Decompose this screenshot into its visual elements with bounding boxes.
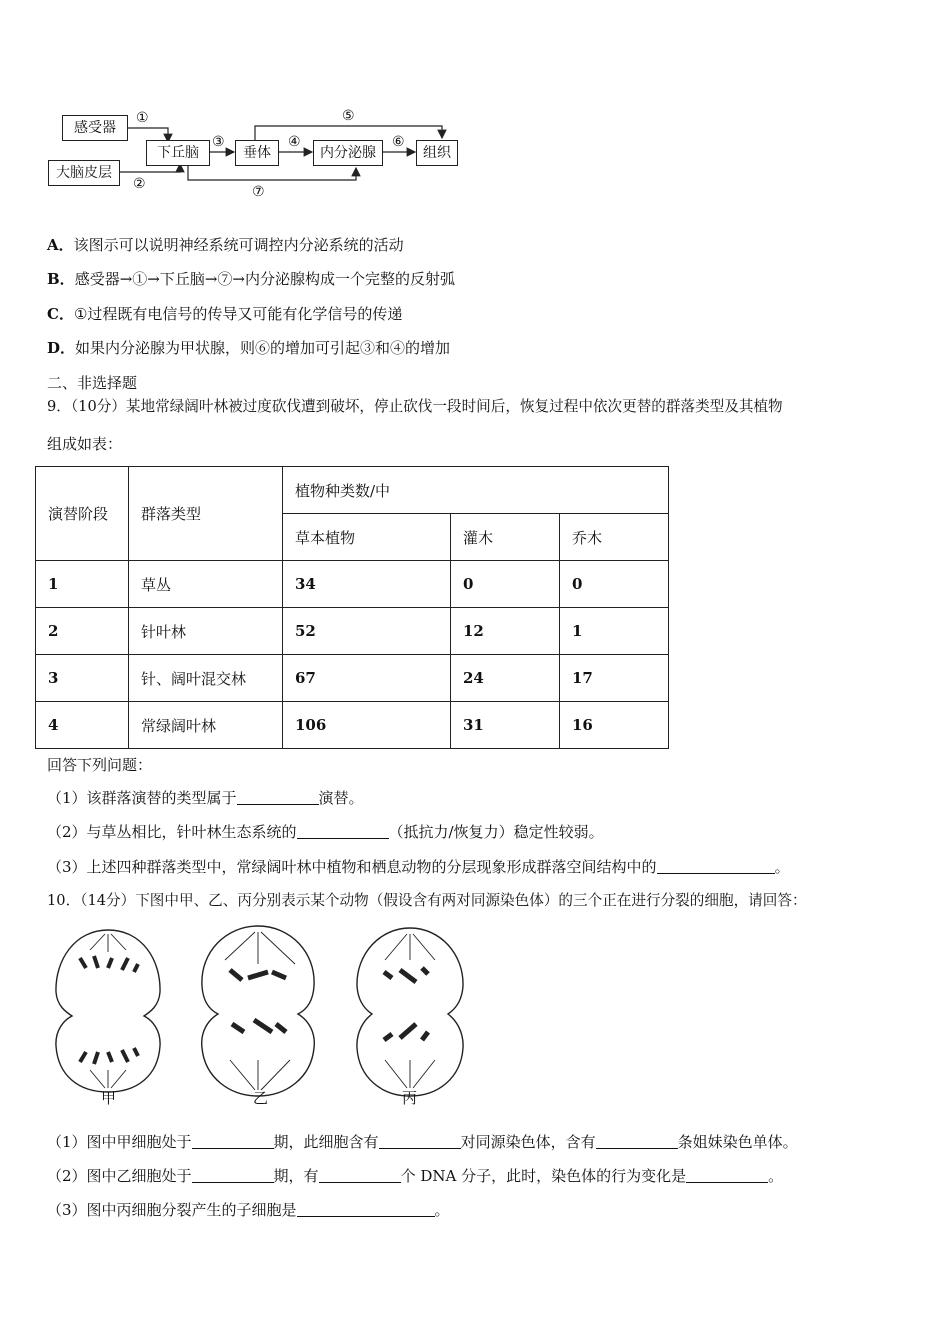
cell-label-yi: 乙 — [253, 1089, 269, 1107]
cell-shrub: 0 — [451, 561, 560, 608]
hypothalamus-box: 下丘脑 — [146, 140, 210, 166]
option-letter: C． — [47, 305, 74, 323]
q9-sub1-tail: 演替。 — [318, 789, 364, 807]
answer-blank[interactable] — [297, 1201, 435, 1217]
cell-type: 常绿阔叶林 — [129, 702, 283, 749]
table-row — [36, 655, 669, 702]
label-5: ⑤ — [342, 108, 355, 124]
q9-sub1-text: （1）该群落演替的类型属于 — [47, 789, 237, 807]
regulation-diagram — [40, 100, 470, 210]
cell-stage: 1 — [36, 561, 129, 608]
option-text: ①过程既有电信号的传导又可能有化学信号的传递 — [73, 305, 403, 323]
cell-shrub: 24 — [451, 655, 560, 702]
q9-stem-line2: 组成如表： — [47, 435, 123, 453]
q10-sub3-tail: 。 — [434, 1201, 450, 1219]
label-1: ① — [136, 110, 149, 126]
succession-table — [35, 466, 669, 749]
label-7: ⑦ — [252, 184, 265, 200]
q10-sub2-tail: 。 — [768, 1167, 784, 1185]
answer-blank[interactable] — [596, 1133, 678, 1149]
cell-tree: 0 — [560, 561, 669, 608]
q10-sub2-mid1: 期，有 — [273, 1167, 319, 1185]
cell-type: 针、阔叶混交林 — [129, 655, 283, 702]
cell-division-figure — [50, 920, 470, 1110]
section-title: 二、非选择题 — [47, 374, 138, 392]
label-2: ② — [133, 176, 146, 192]
label-6: ⑥ — [392, 134, 405, 150]
q10-sub1-tail: 条姐妹染色单体。 — [677, 1133, 798, 1151]
q9-stem-line1: 9．（10分）某地常绿阔叶林被过度砍伐遭到破坏，停止砍伐一段时间后，恢复过程中依次更替的群落类型及其植物 — [47, 398, 783, 415]
answer-blank[interactable] — [237, 789, 319, 805]
q10-sub1-text: （1）图中甲细胞处于 — [47, 1133, 192, 1151]
header-herb: 草本植物 — [283, 514, 451, 561]
option-b — [47, 269, 455, 289]
cell-bing-drawing — [357, 928, 463, 1096]
tissue-box: 组织 — [416, 140, 458, 166]
cell-tree: 1 — [560, 608, 669, 655]
q10-stem: 10．（14分）下图中甲、乙、丙分别表示某个动物（假设含有两对同源染色体）的三个正在进行分裂的细胞，请回答： — [47, 892, 807, 909]
cell-herb: 52 — [283, 608, 451, 655]
option-c — [47, 304, 402, 324]
q9-sub3 — [47, 857, 790, 877]
q9-sub2 — [47, 822, 604, 842]
receptor-box: 感受器 — [62, 115, 128, 141]
answer-blank[interactable] — [192, 1167, 274, 1183]
option-text: 感受器→①→下丘脑→⑦→内分泌腺构成一个完整的反射弧 — [74, 270, 455, 288]
cell-type: 草丛 — [129, 561, 283, 608]
q9-answer-prompt: 回答下列问题： — [47, 756, 153, 774]
q9-sub1 — [47, 788, 364, 808]
answer-blank[interactable] — [297, 823, 389, 839]
q9-sub2-text: （2）与草丛相比，针叶林生态系统的 — [47, 823, 297, 841]
q9-sub3-tail: 。 — [774, 858, 790, 876]
option-text: 如果内分泌腺为甲状腺，则⑥的增加可引起③和④的增加 — [75, 339, 451, 357]
header-species: 植物种类数/中 — [283, 467, 669, 514]
q10-sub1-mid2: 对同源染色体，含有 — [460, 1133, 596, 1151]
pituitary-box: 垂体 — [235, 140, 279, 166]
option-d — [47, 338, 450, 358]
q10-sub1-mid1: 期，此细胞含有 — [273, 1133, 379, 1151]
option-text: 该图示可以说明神经系统可调控内分泌系统的活动 — [73, 236, 404, 254]
table-row — [36, 561, 669, 608]
answer-blank[interactable] — [657, 858, 775, 874]
cell-yi-drawing — [202, 926, 315, 1096]
cell-shrub: 12 — [451, 608, 560, 655]
cell-herb: 106 — [283, 702, 451, 749]
header-type: 群落类型 — [129, 467, 283, 561]
cell-stage: 4 — [36, 702, 129, 749]
cell-herb: 67 — [283, 655, 451, 702]
cell-shrub: 31 — [451, 702, 560, 749]
option-letter: B． — [47, 270, 75, 288]
cell-herb: 34 — [283, 561, 451, 608]
q9-sub2-tail: （抵抗力/恢复力）稳定性较弱。 — [388, 823, 604, 841]
option-a — [47, 235, 404, 255]
q10-sub2-text: （2）图中乙细胞处于 — [47, 1167, 192, 1185]
answer-blank[interactable] — [192, 1133, 274, 1149]
table-row — [36, 608, 669, 655]
q10-sub2 — [47, 1166, 783, 1186]
q10-sub3-text: （3）图中丙细胞分裂产生的子细胞是 — [47, 1201, 297, 1219]
cell-label-jia: 甲 — [101, 1089, 117, 1107]
option-letter: A． — [47, 236, 74, 254]
answer-blank[interactable] — [379, 1133, 461, 1149]
cell-type: 针叶林 — [129, 608, 283, 655]
header-stage: 演替阶段 — [36, 467, 129, 561]
label-3: ③ — [212, 134, 225, 150]
answer-blank[interactable] — [319, 1167, 401, 1183]
cortex-box: 大脑皮层 — [48, 160, 120, 186]
q10-sub1 — [47, 1132, 798, 1152]
cell-label-bing: 丙 — [402, 1089, 418, 1107]
q10-sub3 — [47, 1200, 450, 1220]
endocrine-box: 内分泌腺 — [313, 140, 383, 166]
option-letter: D． — [47, 339, 76, 357]
q9-sub3-text: （3）上述四种群落类型中，常绿阔叶林中植物和栖息动物的分层现象形成群落空间结构中的 — [47, 858, 657, 876]
label-4: ④ — [288, 134, 301, 150]
cell-tree: 16 — [560, 702, 669, 749]
cell-stage: 3 — [36, 655, 129, 702]
cell-jia-drawing — [56, 930, 160, 1092]
cell-tree: 17 — [560, 655, 669, 702]
table-row — [36, 702, 669, 749]
header-shrub: 灌木 — [451, 514, 560, 561]
q10-sub2-mid2: 个 DNA 分子，此时，染色体的行为变化是 — [400, 1167, 687, 1185]
answer-blank[interactable] — [686, 1167, 768, 1183]
header-tree: 乔木 — [560, 514, 669, 561]
cell-stage: 2 — [36, 608, 129, 655]
